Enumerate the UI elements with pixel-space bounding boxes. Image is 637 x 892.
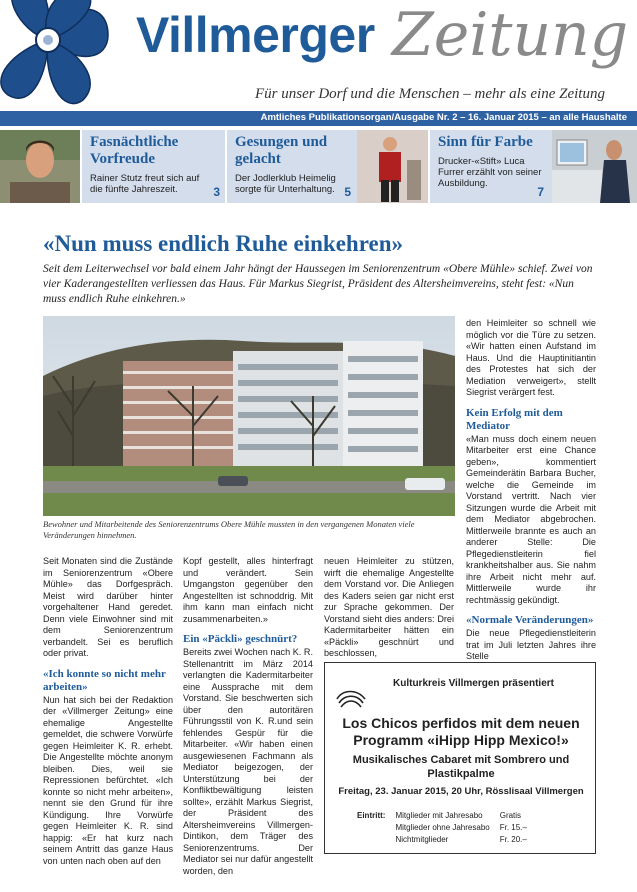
- subheading: «Ich konnte so nicht mehr arbeiten»: [43, 667, 166, 693]
- price-row: [357, 835, 535, 845]
- price-label: Nichtmitglieder: [395, 835, 449, 844]
- teaser-strip: [0, 130, 637, 203]
- photo-caption: Bewohner und Mitarbeitende des Seniorenzentrums Obere Mühle mussten in den vergangenen Monaten viele Veränderungen hinnehmen.: [43, 519, 415, 540]
- subheading: Kein Erfolg mit dem Mediator: [466, 406, 563, 432]
- price-value: Gratis: [499, 811, 522, 820]
- ad-price-table: [355, 809, 537, 847]
- price-value: Fr. 15.–: [499, 823, 527, 832]
- price-value: Fr. 20.–: [499, 835, 527, 844]
- teaser-page-number: 3: [213, 185, 220, 199]
- senior-center-photo: [43, 316, 455, 516]
- printer-apprentice-photo: [552, 130, 637, 203]
- ad-title: Los Chicos perfidos mit dem neuen Programm «iHipp Hipp Mexico!»: [342, 715, 580, 748]
- paragraph: Seit Monaten sind die Zustände im Seniorenzentrum «Obere Mühle» das Dorfgespräch. Meist wird darüber hinter vorgehaltener Hand geredet. Denn viele Einwohner sind mit dem Seniorenzentrum verbandelt. Sei es beruflich oder privat.: [43, 556, 173, 658]
- ad-organizer: Kulturkreis Villmergen präsentiert: [393, 678, 554, 689]
- ad-date: Freitag, 23. Januar 2015, 20 Uhr, Rösslisaal Villmergen: [338, 786, 584, 797]
- paragraph: Bereits zwei Wochen nach K. R. Stellenantritt im März 2014 verlangten die Kadermitarbeiter eine Aussprache mit dem Vorstand. Sie beschwerten sich über den autoritären Führungsstil von K. R.und sein fehlendes Gespür für die Mitarbeiter. «Wir haben einen ausgewiesenen Fachmann als Mediator beigezogen, der Unterstützung bei der Konfliktbewältigung leisten sollte», erzählt Markus Siegrist, der Präsident des Altersheimvereins Villmergen-Dintikon, dem Träger des Seniorenzentrums. Der Mediator sei nur dafür angestellt worden, den: [183, 647, 313, 876]
- teaser-page-number: 7: [537, 185, 544, 199]
- paragraph: den Heimleiter so schnell wie möglich vor die Türe zu setzen. «Wir hatten einen Aufstand im Haus. Und die Hauptinitiantin des Protestes hat sich der Mediation verweigert», stellt Siegrist verärgert fest.: [466, 318, 596, 397]
- teaser-title: Sinn für Farbe: [438, 134, 533, 150]
- ad-subtitle: Musikalisches Cabaret mit Sombrero und Plastikpalme: [352, 754, 570, 780]
- teaser-text: Der Jodlerklub Heimelig sorgte für Unterhaltung.: [235, 173, 336, 195]
- price-label: Mitglieder mit Jahresabo: [395, 811, 483, 820]
- teaser-farbe[interactable]: [430, 130, 552, 203]
- paragraph: neuen Heimleiter zu stützen, wirft die ehemalige Angestellte dem Vorstand vor. Die Anliegen des Kaders seien gar nicht erst zur Sprache gekommen. Der Vorstand sieht dies anders: Drei Kadermitarbeiter hätten ein «Päckli» geschnürt und beschlossen,: [324, 556, 454, 658]
- teaser-text: Drucker-«Stift» Luca Furrer erzählt von seiner Ausbildung.: [438, 156, 542, 189]
- teaser-fasnacht[interactable]: [82, 130, 225, 203]
- subheading: «Normale Veränderungen»: [466, 614, 594, 626]
- paragraph: «Man muss doch einem neuen Mitarbeiter erst eine Chance geben», kommentiert Gemeinderätin Barbara Bucher, welche die Gemeinde im Vorstand vertritt. Nach vier Sitzungen wurde die Arbeit mit dem Mediator abgebrochen. Mittlerweile brannte es auch an anderer Stelle: Die Pflegedienstleiterin fiel krankheitshalber aus. Sie nahm ihre Arbeit nicht mehr auf. Mittlerweile wurde ihr rechtmässig gekündigt.: [466, 433, 596, 605]
- issue-bar: [0, 111, 637, 126]
- article-headline: «Nun muss endlich Ruhe einkehren»: [43, 231, 403, 256]
- price-row: [357, 811, 535, 821]
- village-emblem-logo: [0, 0, 110, 108]
- teaser-jodler[interactable]: [227, 130, 357, 203]
- tagline: Für unser Dorf und die Menschen – mehr als eine Zeitung: [255, 86, 605, 102]
- entry-label: Eintritt:: [357, 811, 386, 820]
- teaser-title: Fasnächtliche Vorfreude: [90, 134, 179, 167]
- kulturkreis-logo: [333, 671, 373, 711]
- newspaper-title: Villmerger: [136, 7, 375, 63]
- teaser-page-number: 5: [344, 185, 351, 199]
- article-column-3: [324, 556, 454, 660]
- teaser-title: Gesungen und gelacht: [235, 134, 328, 167]
- event-advertisement: [324, 662, 596, 854]
- teaser-text: Rainer Stutz freut sich auf die fünfte Jahreszeit.: [90, 173, 200, 195]
- paragraph: Die neue Pflegedienstleiterin trat im Juli letzten Jahres ihre Stelle: [466, 628, 596, 661]
- article-column-4: [466, 318, 596, 663]
- paragraph: Nun hat sich bei der Redaktion der «Villmerger Zeitung» eine ehemalige Angestellte gemeldet, die schwere Vorwürfe gegen Heimleiter K. R. erhebt. Die Angestellte möchte anonym bleiben. Dies, weil sie Repressionen befürchtet. «Ich konnte so nicht mehr arbeiten», nennt sie den Grund für ihre Kündigung. Ihre Vorwürfe gegen Heimleiter K. R. sind happig: «Er hat kurz nach seinem Antritt das ganze Haus von unten nach oben auf den: [43, 694, 173, 866]
- price-row: [357, 823, 535, 833]
- issue-line: Amtliches Publikationsorgan/Ausgabe Nr. 2 – 16. Januar 2015 – an alle Haushalte: [260, 112, 627, 123]
- newspaper-title-script: Zeitung: [392, 0, 629, 70]
- subheading: Ein «Päckli» geschnürt?: [183, 633, 298, 645]
- article-column-2: [183, 556, 313, 877]
- portrait-photo-rainer: [0, 130, 80, 203]
- article-column-1: [43, 556, 173, 867]
- article-lead: Seit dem Leiterwechsel vor bald einem Jahr hängt der Haussegen im Seniorenzentrum «Obere Mühle» schief. Zwei von vier Kaderangestellten verliessen das Haus. Für Markus Siegrist, Präsident des Altersheimvereins, steht fest: «Nun muss endlich Ruhe einkehren.»: [43, 263, 593, 305]
- singers-photo: [357, 130, 428, 203]
- price-label: Mitglieder ohne Jahresabo: [395, 823, 490, 832]
- paragraph: Kopf gestellt, alles hinterfragt und verändert. Sein Umgangston gegenüber den Angestellten ist schnoddrig. Mit ihm kann man einfach nicht zusammenarbeiten.»: [183, 556, 313, 624]
